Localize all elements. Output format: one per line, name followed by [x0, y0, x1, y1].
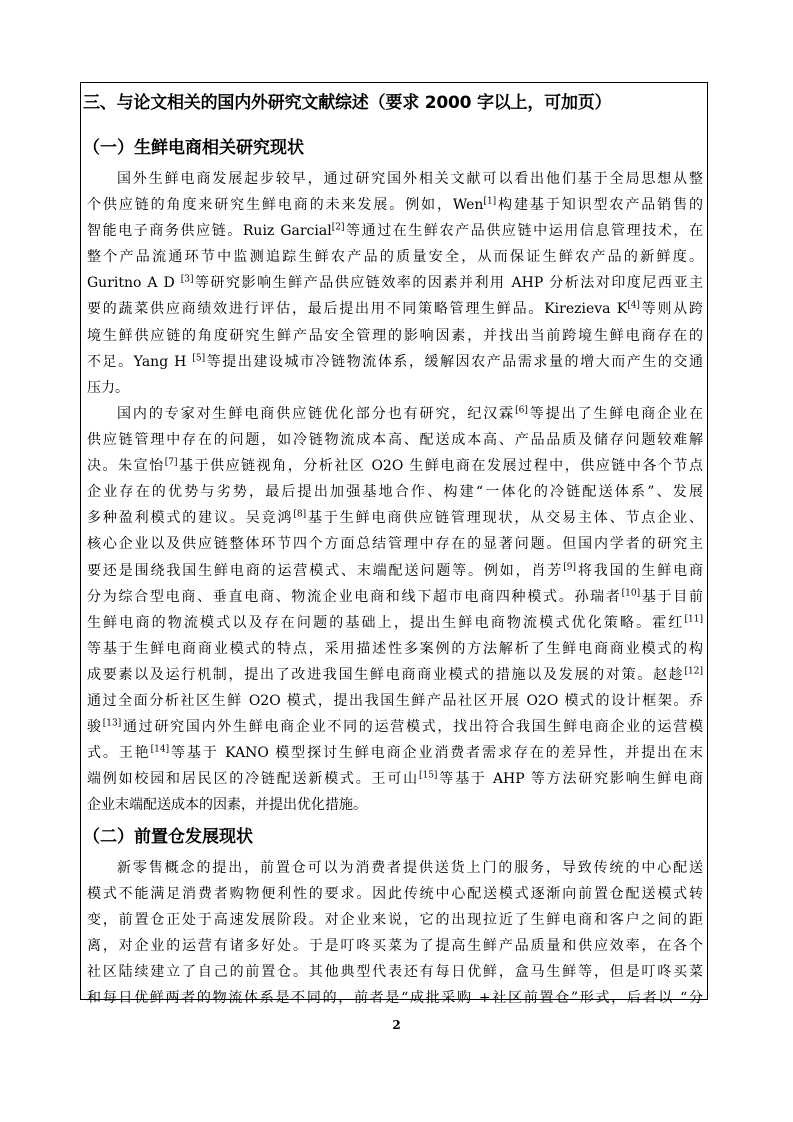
paragraph-line: 端例如校园和居民区的冷链配送新模式。王可山[15]等基于 AHP 等方法研究影响生鲜电商	[87, 770, 703, 788]
paragraph-line: 核心企业以及供应链整体环节四个方面总结管理中存在的显著问题。但国内学者的研究主	[87, 536, 703, 553]
paragraph-line: 不足。Yang H [5]等提出建设城市冷链物流体系，缓解因农产品需求量的增大而产生的交通	[87, 353, 703, 370]
paragraph-line: 压力。	[87, 379, 129, 396]
paragraph-line: 等基于生鲜电商商业模式的特点，采用描述性多案例的方法解析了生鲜电商商业模式的构	[87, 640, 703, 657]
paragraph-line: 生鲜电商的物流模式以及存在问题的基础上，提出生鲜电商物流模式优化策略。霍红[11]	[87, 614, 703, 631]
subsection-heading-1: （一）生鲜电商相关研究现状	[83, 138, 304, 158]
paragraph-line: 境生鲜供应链的角度研究生鲜产品安全管理的影响因素，并找出当前跨境生鲜电商存在的	[87, 327, 703, 344]
paragraph-line: 整个产品流通环节中监测追踪生鲜农产品的质量安全，从而保证生鲜农产品的新鲜度。	[87, 249, 703, 266]
paragraph-line: Guritno A D [3]等研究影响生鲜产品供应链效率的因素并利用 AHP 分析法对印度尼西亚主	[87, 274, 703, 292]
paragraph-line: 新零售概念的提出，前置仓可以为消费者提供送货上门的服务，导致传统的中心配送	[117, 860, 703, 876]
paragraph-line: 式。王艳[14]等基于 KANO 模型探讨生鲜电商企业消费者需求存在的差异性，并提出在末	[87, 744, 703, 762]
paragraph-line: 国外生鲜电商发展起步较早，通过研究国外相关文献可以看出他们基于全局思想从整	[117, 171, 703, 187]
paragraph-line: 要还是围绕我国生鲜电商的运营模式、末端配送问题等。例如，肖芳[9]将我国的生鲜电商	[87, 561, 703, 579]
paragraph-line: 智能电子商务供应链。Ruiz Garcial[2]等通过在生鲜农产品供应链中运用信息管理技术，在	[87, 222, 703, 240]
paragraph-line: 社区陆续建立了自己的前置仓。其他典型代表还有每日优鲜，盒马生鲜等，但是叮咚买菜	[87, 964, 703, 981]
paragraph-front-warehouse	[87, 855, 703, 1012]
paragraph-line: 通过全面分析社区生鲜 O2O 模式，提出我国生鲜产品社区开展 O2O 模式的设计框架。乔	[87, 693, 703, 710]
paragraph-line: 要的蔬菜供应商绩效进行评估，最后提出用不同策略管理生鲜品。Kirezieva K[4]等则从跨	[87, 300, 703, 318]
paragraph-line: 国内的专家对生鲜电商供应链优化部分也有研究，纪汉霖[6]等提出了生鲜电商企业在	[117, 405, 703, 422]
page-number: 2	[392, 1018, 401, 1032]
paragraph-line: 决。朱宣怡[7]基于供应链视角，分析社区 O2O 生鲜电商在发展过程中，供应链中各个节点	[87, 457, 703, 475]
paragraph-line: 模式不能满足消费者购物便利性的要求。因此传统中心配送模式逐渐向前置仓配送模式转	[87, 886, 703, 903]
paragraph-line: 成要素以及运行机制，提出了改进我国生鲜电商商业模式的措施以及发展的对策。赵趁[12]	[87, 666, 703, 683]
paragraph-line: 离，对企业的运营有诸多好处。于是叮咚买菜为了提高生鲜产品质量和供应效率，在各个	[87, 938, 703, 955]
paragraph-line: 变，前置仓正处于高速发展阶段。对企业来说，它的出现拉近了生鲜电商和客户之间的距	[87, 912, 703, 929]
section-title: 三、与论文相关的国内外研究文献综述（要求 2000 字以上，可加页）	[83, 93, 612, 113]
paragraph-line: 个供应链的角度来研究生鲜电商的未来发展。例如，Wen[1]构建基于知识型农产品销售的	[87, 196, 703, 214]
paragraph-line: 分为综合型电商、垂直电商、物流企业电商和线下超市电商四种模式。孙瑞者[10]基于目前	[87, 588, 703, 605]
paragraph-line: 多种盈利模式的建议。吴竞鸿[8]基于生鲜电商供应链管理现状，从交易主体、节点企业、	[87, 509, 703, 527]
paragraph-domestic-research	[87, 401, 703, 819]
paragraph-line: 和每日优鲜两者的物流体系是不同的，前者是“成批采购 +社区前置仓”形式，后者以 “分	[87, 990, 703, 1007]
paragraph-line: 企业存在的优势与劣势，最后提出加强基地合作、构建“一体化的冷链配送体系”、发展	[87, 484, 703, 501]
paragraph-line: 供应链管理中存在的问题，如冷链物流成本高、配送成本高、产品品质及储存问题较难解	[87, 432, 703, 449]
paragraph-line: 骏[13]通过研究国内外生鲜电商企业不同的运营模式，找出符合我国生鲜电商企业的运营模	[87, 718, 703, 736]
subsection-heading-2: （二）前置仓发展现状	[83, 827, 253, 847]
paragraph-line: 企业末端配送成本的因素，并提出优化措施。	[87, 797, 367, 814]
paragraph-overseas-research	[87, 166, 703, 401]
